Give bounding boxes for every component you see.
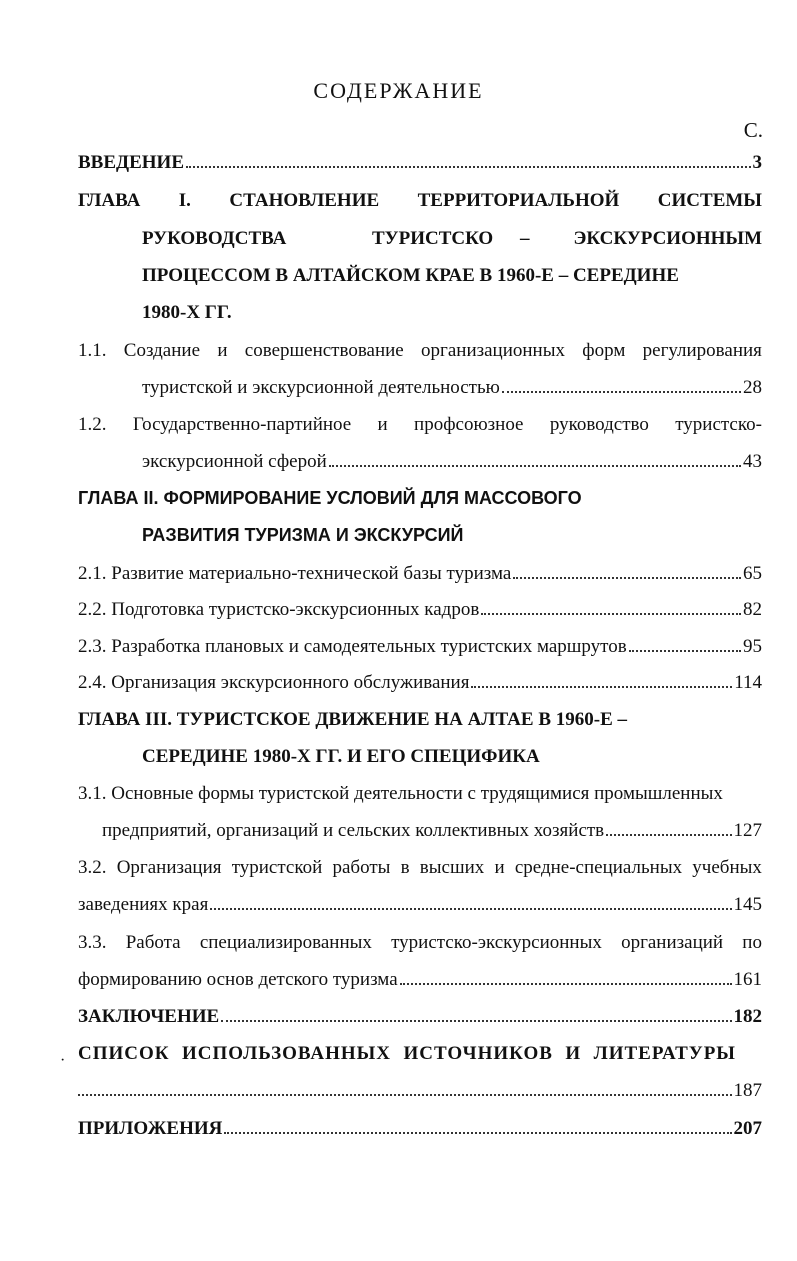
toc-page-number: 187 (733, 1080, 762, 1101)
toc-word: организаций (621, 932, 724, 953)
toc-entry-label: формированию основ детского туризма (78, 969, 398, 990)
toc-entry-3-3[interactable] (78, 932, 762, 954)
toc-page-number: 127 (733, 820, 762, 841)
toc-page-number: 207 (733, 1118, 762, 1139)
chapter1-dash: – (520, 228, 530, 249)
chapter1-word: РУКОВОДСТВА (142, 228, 287, 249)
toc-word: туристско- (675, 414, 762, 435)
toc-word: Организация (116, 857, 222, 878)
chapter1-prefix: ГЛАВА (78, 190, 141, 211)
chapter1-heading-line4: 1980-Х ГГ. (142, 302, 232, 323)
page-column-label: С. (743, 118, 763, 142)
toc-word: совершенствование (244, 340, 404, 361)
chapter1-word: СТАНОВЛЕНИЕ (229, 190, 380, 211)
chapter1-word: СИСТЕМЫ (657, 190, 762, 211)
chapter1-word: ТУРИСТСКО (372, 228, 494, 249)
chapter1-word: ТЕРРИТОРИАЛЬНОЙ (417, 190, 620, 211)
toc-word: руководство (549, 414, 649, 435)
toc-word: туристско-экскурсионных (391, 932, 602, 953)
toc-entry-sources-cont[interactable] (78, 1080, 762, 1102)
chapter1-heading-line2 (142, 228, 762, 250)
toc-page-number: 114 (734, 672, 762, 693)
toc-entry-intro[interactable] (78, 152, 762, 174)
toc-word: СПИСОК (78, 1043, 170, 1064)
toc-entry-3-3-cont[interactable] (78, 969, 762, 991)
chapter3-heading-line1[interactable]: ГЛАВА III. ТУРИСТСКОЕ ДВИЖЕНИЕ НА АЛТАЕ В 1960-Е – (78, 709, 627, 730)
dot-leader (513, 577, 741, 579)
toc-word: высших (419, 857, 485, 878)
toc-entry-2-3[interactable] (78, 636, 762, 658)
toc-entry-3-1[interactable]: 3.1. Основные формы туристской деятельности с трудящимися промышленных (78, 783, 723, 804)
dot-leader (329, 465, 741, 467)
toc-entry-1-1[interactable] (78, 340, 762, 362)
chapter1-word: ЭКСКУРСИОННЫМ (573, 228, 762, 249)
toc-entry-1-1-cont[interactable] (142, 377, 762, 399)
toc-entry-label: экскурсионной сферой (142, 451, 327, 472)
toc-page-number: 161 (733, 969, 762, 990)
toc-word: и (494, 857, 505, 878)
toc-word: И (565, 1043, 582, 1064)
toc-entry-label: туристской и экскурсионной деятельностью (142, 377, 500, 398)
toc-entry-2-4[interactable] (78, 672, 762, 694)
dot-leader (481, 613, 741, 615)
toc-word: Государственно-партийное (132, 414, 352, 435)
toc-page-number: 43 (743, 451, 762, 472)
page-title: СОДЕРЖАНИЕ (313, 78, 484, 103)
dot-leader (186, 166, 751, 168)
toc-page-number: 28 (743, 377, 762, 398)
toc-page-number: 82 (743, 599, 762, 620)
toc-word: 1.2. (78, 414, 107, 435)
toc-word: ЛИТЕРАТУРЫ (593, 1043, 736, 1064)
toc-entry-label: 2.4. Организация экскурсионного обслуживания (78, 672, 470, 693)
toc-word: ИСПОЛЬЗОВАННЫХ (181, 1043, 392, 1064)
toc-word: работы (332, 857, 391, 878)
toc-page-number: 145 (733, 894, 762, 915)
toc-entry-1-2-cont[interactable] (142, 451, 762, 473)
toc-word: и (217, 340, 228, 361)
toc-entry-label: 2.1. Развитие материально-технической базы туризма (78, 563, 512, 584)
toc-word: по (742, 932, 762, 953)
toc-entry-3-2[interactable] (78, 857, 762, 879)
dot-leader (400, 983, 732, 985)
toc-entry-1-2[interactable] (78, 414, 762, 436)
toc-page-number: 3 (752, 152, 762, 173)
toc-word: регулирования (642, 340, 762, 361)
toc-page-number: 65 (743, 563, 762, 584)
chapter1-heading-line1[interactable] (78, 190, 762, 212)
toc-entry-label: ВВЕДЕНИЕ (78, 152, 184, 173)
toc-word: форм (582, 340, 626, 361)
toc-entry-label: предприятий, организаций и сельских коллективных хозяйств (102, 820, 605, 841)
chapter2-heading-line1[interactable]: ГЛАВА II. ФОРМИРОВАНИЕ УСЛОВИЙ ДЛЯ МАССОВОГО (78, 488, 582, 508)
toc-entry-2-1[interactable] (78, 563, 762, 585)
toc-word: учебных (692, 857, 762, 878)
margin-mark: · (60, 1052, 66, 1069)
toc-word: ИСТОЧНИКОВ (403, 1043, 553, 1064)
dot-leader (210, 908, 731, 910)
dot-leader (629, 650, 741, 652)
toc-entry-conclusion[interactable] (78, 1006, 762, 1028)
toc-entry-2-2[interactable] (78, 599, 762, 621)
toc-word: специализированных (199, 932, 372, 953)
toc-word: Работа (125, 932, 181, 953)
dot-leader (78, 1094, 732, 1096)
toc-word: 1.1. (78, 340, 107, 361)
toc-word: средне-специальных (514, 857, 683, 878)
chapter3-heading-line2: СЕРЕДИНЕ 1980-Х ГГ. И ЕГО СПЕЦИФИКА (142, 746, 540, 767)
toc-entry-label: ПРИЛОЖЕНИЯ (78, 1118, 223, 1139)
dot-leader (502, 391, 741, 393)
toc-word: в (400, 857, 410, 878)
toc-page-number: 182 (733, 1006, 762, 1027)
dot-leader (606, 834, 731, 836)
toc-entry-label: ЗАКЛЮЧЕНИЕ (78, 1006, 220, 1027)
toc-entry-3-2-cont[interactable] (78, 894, 762, 916)
toc-word: 3.2. (78, 857, 107, 878)
toc-entry-label: 2.2. Подготовка туристско-экскурсионных кадров (78, 599, 480, 620)
toc-word: Создание (123, 340, 201, 361)
chapter2-heading-line2: РАЗВИТИЯ ТУРИЗМА И ЭКСКУРСИЙ (142, 525, 464, 545)
chapter1-number: I. (178, 190, 191, 211)
toc-word: туристской (231, 857, 323, 878)
toc-entry-sources[interactable] (78, 1043, 736, 1065)
toc-entry-label: заведениях края (78, 894, 209, 915)
toc-entry-appendix[interactable] (78, 1118, 762, 1140)
toc-entry-label: 2.3. Разработка плановых и самодеятельных туристских маршрутов (78, 636, 627, 657)
toc-page-number: 95 (743, 636, 762, 657)
dot-leader (221, 1020, 731, 1022)
toc-word: профсоюзное (414, 414, 524, 435)
toc-word: организационных (421, 340, 565, 361)
dot-leader (224, 1132, 731, 1134)
dot-leader (471, 686, 732, 688)
toc-entry-3-1-cont[interactable] (102, 820, 762, 842)
toc-word: и (377, 414, 388, 435)
toc-word: 3.3. (78, 932, 107, 953)
chapter1-heading-line3: ПРОЦЕССОМ В АЛТАЙСКОМ КРАЕ В 1960-Е – СЕРЕДИНЕ (142, 265, 679, 286)
